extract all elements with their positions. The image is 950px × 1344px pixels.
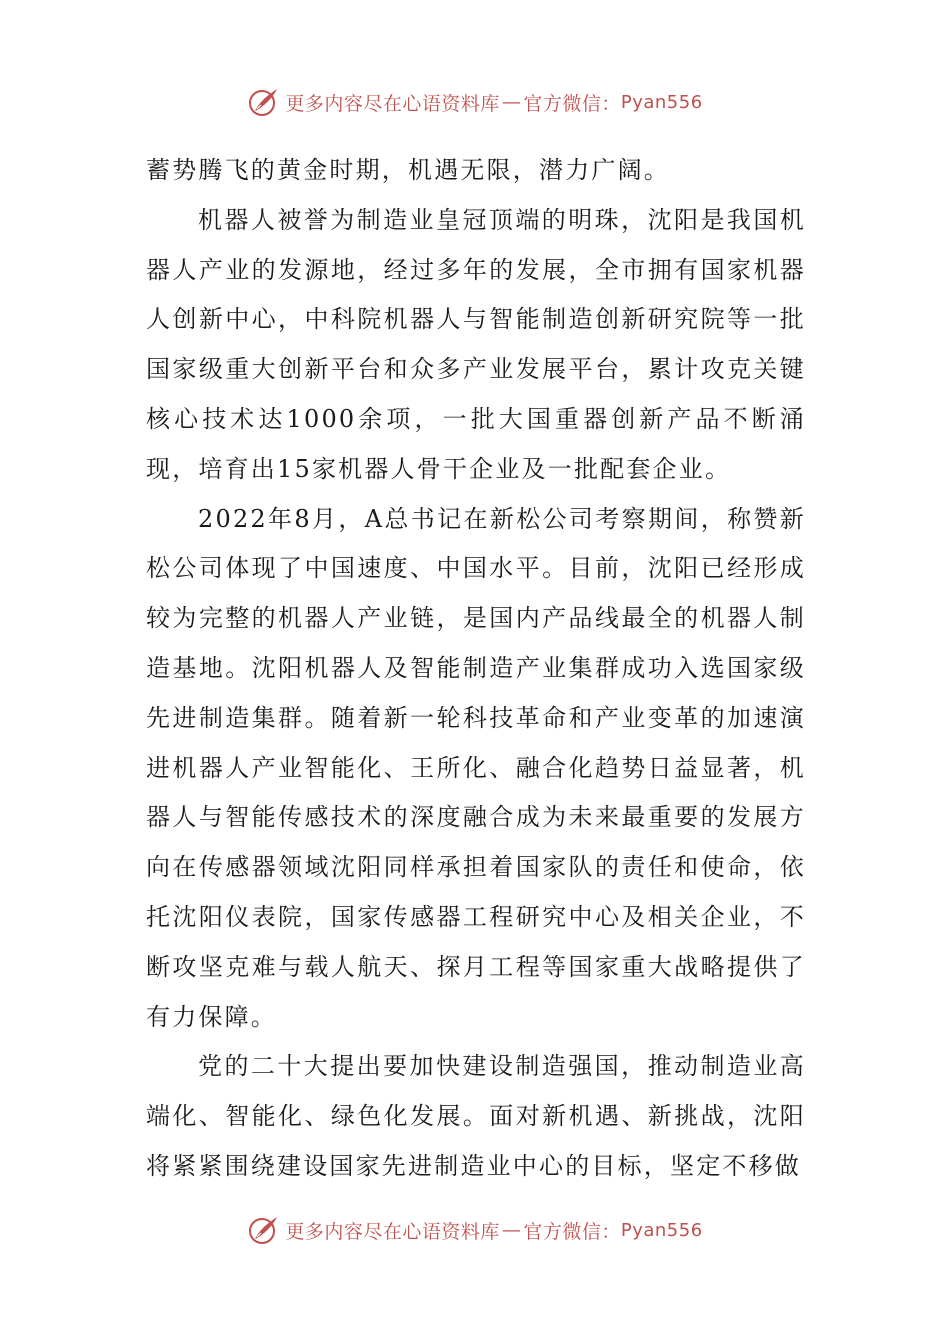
quill-seal-icon [247, 1213, 281, 1247]
document-body [146, 146, 806, 1192]
paragraph-2: 机器人被誉为制造业皇冠顶端的明珠，沈阳是我国机器人产业的发源地，经过多年的发展，全市拥有国家机器人创新中心，中科院机器人与智能制造创新研究院等一批国家级重大创新平台和众多产业发展平台，累计攻克关键核心技术达1000余项，一批大国重器创新产品不断涌现，培育出15家机器人骨干企业及一批配套企业。 [146, 205, 806, 483]
watermark-wechat-id: Pyan556 [620, 1219, 703, 1241]
paragraph-4: 党的二十大提出要加快建设制造强国，推动制造业高端化、智能化、绿色化发展。面对新机遇、新挑战，沈阳将紧紧围绕建设国家先进制造业中心的目标，坚定不移做 [146, 1052, 806, 1180]
paragraph-3: 2022年8月，A总书记在新松公司考察期间，称赞新松公司体现了中国速度、中国水平。目前，沈阳已经形成较为完整的机器人产业链，是国内产品线最全的机器人制造基地。沈阳机器人及智能制造产业集群成功入选国家级先进制造集群。随着新一轮科技革命和产业变革的加速演进机器人产业智能化、王所化、融合化趋势日益显著，机器人与智能传感技术的深度融合成为未来最重要的发展方向在传感器领域沈阳同样承担着国家队的责任和使命，依托沈阳仪表院，国家传感器工程研究中心及相关企业，不断攻坚克难与载人航天、探月工程等国家重大战略提供了有力保障。 [146, 504, 806, 1031]
quill-seal-icon [247, 85, 281, 119]
header-watermark [0, 82, 950, 122]
watermark-official-text: 官方微信： [523, 1220, 621, 1243]
watermark-separator: — [501, 91, 522, 113]
footer-watermark [0, 1210, 950, 1250]
watermark-site-text: 更多内容尽在心语资料库 [285, 1220, 500, 1243]
watermark-separator: — [501, 1219, 522, 1241]
paragraph-1: 蓄势腾飞的黄金时期，机遇无限，潜力广阔。 [146, 156, 670, 184]
watermark-official-text: 官方微信： [523, 92, 621, 115]
watermark-site-text: 更多内容尽在心语资料库 [285, 92, 500, 115]
watermark-wechat-id: Pyan556 [620, 91, 703, 113]
